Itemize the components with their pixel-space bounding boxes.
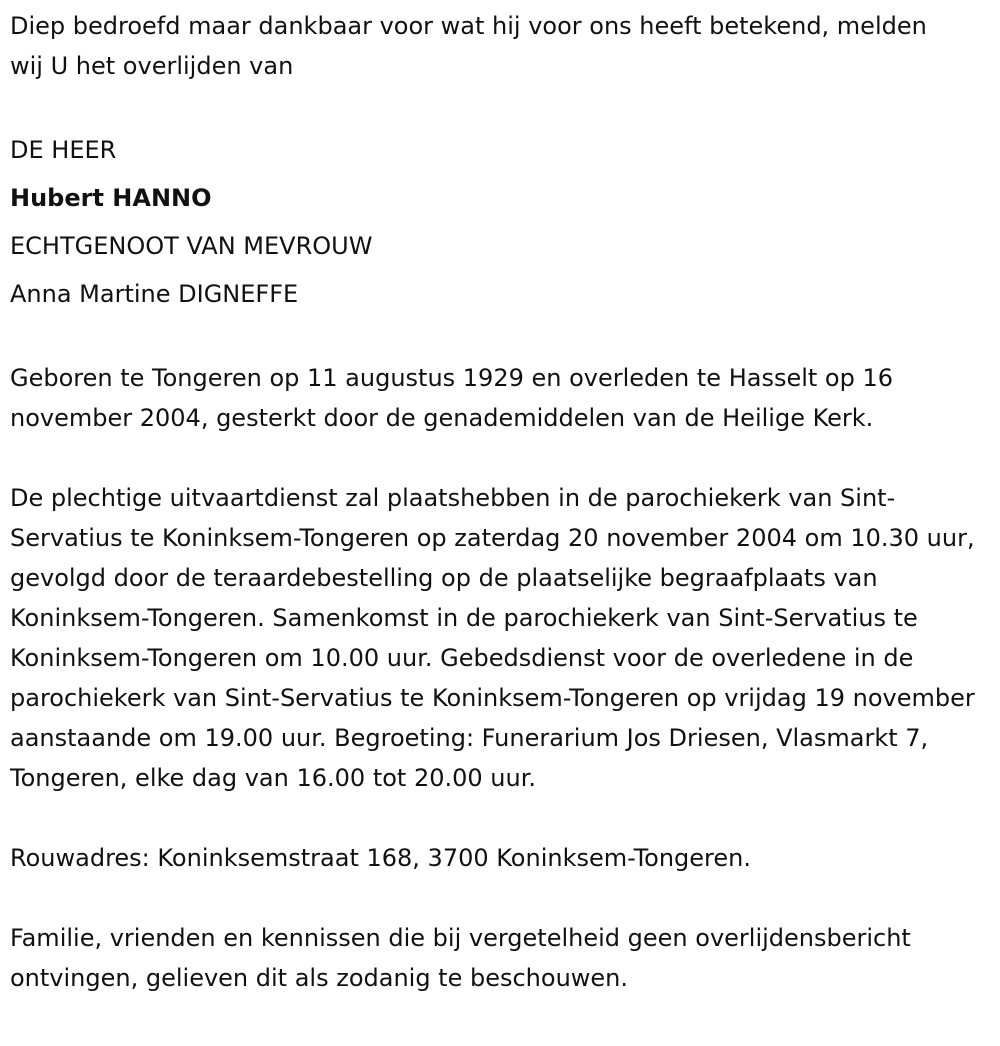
intro-text: Diep bedroefd maar dankbaar voor wat hij voor ons heeft betekend, melden wij U het overlijden van xyxy=(10,12,927,80)
spouse-relation: ECHTGENOOT VAN MEVROUW xyxy=(10,232,373,260)
honorific: DE HEER xyxy=(10,136,117,164)
address-text: Rouwadres: Koninksemstraat 168, 3700 Koninksem-Tongeren. xyxy=(10,844,751,872)
spacer xyxy=(10,86,990,126)
deceased-block xyxy=(10,126,990,318)
birth-death-text: Geboren te Tongeren op 11 augustus 1929 en overleden te Hasselt op 16 november 2004, gesterkt door de genademiddelen van de Heilige Kerk. xyxy=(10,364,894,432)
funeral-details-text: De plechtige uitvaartdienst zal plaatshebben in de parochiekerk van Sint-Servatius te Koninksem-Tongeren op zaterdag 20 november 2004 om 10.30 uur, gevolgd door de teraardebestelling op de plaatselijke begraafplaats van Koninksem-Tongeren. Samenkomst in de parochiekerk van Sint-Servatius te Koninksem-Tongeren om 10.00 uur. Gebedsdienst voor de overledene in de parochiekerk van Sint-Servatius te Koninksem-Tongeren op vrijdag 19 november aanstaande om 19.00 uur. Begroeting: Funerarium Jos Driesen, Vlasmarkt 7, Tongeren, elke dag van 16.00 tot 20.00 uur. xyxy=(10,484,975,792)
spacer xyxy=(10,878,990,918)
spacer xyxy=(10,798,990,838)
closing-note-text: Familie, vrienden en kennissen die bij vergetelheid geen overlijdensbericht ontvingen, gelieven dit als zodanig te beschouwen. xyxy=(10,924,911,992)
deceased-name: Hubert HANNO xyxy=(10,184,212,212)
spacer xyxy=(10,318,990,358)
spacer xyxy=(10,438,990,478)
spouse-name: Anna Martine DIGNEFFE xyxy=(10,280,299,308)
